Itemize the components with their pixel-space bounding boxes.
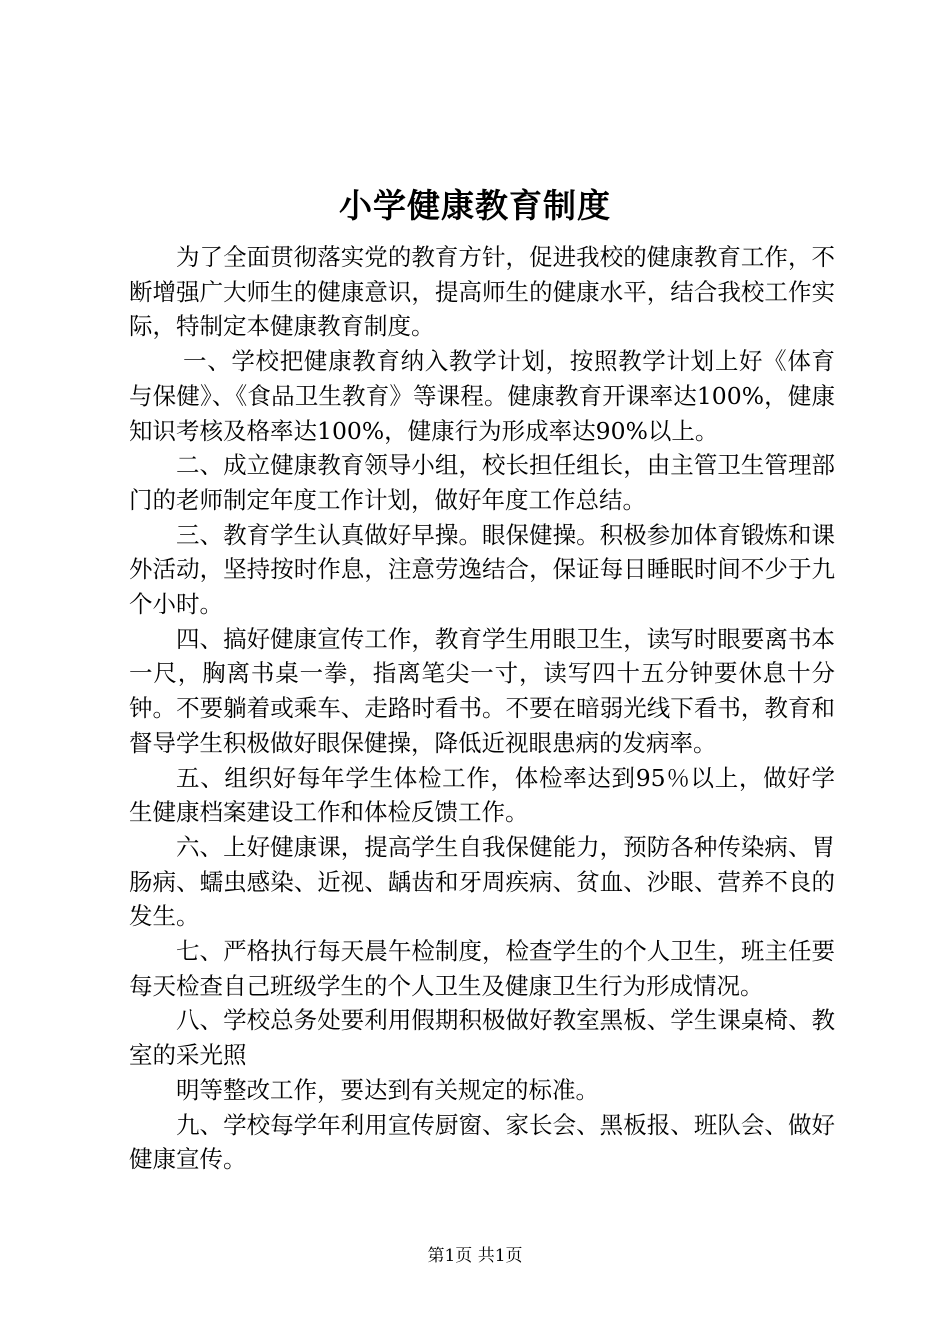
document-title: 小学健康教育制度 [339, 186, 611, 225]
paragraph-intro: 为了全面贯彻落实党的教育方针，促进我校的健康教育工作，不断增强广大师生的健康意识，提高师生的健康水平，结合我校工作实际，特制定本健康教育制度。 [129, 243, 835, 341]
paragraph-item-8-continued: 明等整改工作，要达到有关规定的标准。 [176, 1075, 599, 1104]
paragraph-item-3: 三、教育学生认真做好早操。眼保健操。积极参加体育锻炼和课外活动，坚持按时作息，注意劳逸结合，保证每日睡眠时间不少于九个小时。 [129, 520, 835, 619]
page-footer: 第1页 共1页 [427, 1246, 523, 1266]
paragraph-item-7: 七、严格执行每天晨午检制度，检查学生的个人卫生，班主任要每天检查自己班级学生的个人卫生及健康卫生行为形成情况。 [129, 937, 835, 1000]
paragraph-item-5: 五、组织好每年学生体检工作，体检率达到95％以上，做好学生健康档案建设工作和体检反馈工作。 [129, 763, 835, 827]
paragraph-item-2: 二、成立健康教育领导小组，校长担任组长，由主管卫生管理部门的老师制定年度工作计划，做好年度工作总结。 [129, 451, 835, 514]
paragraph-item-9: 九、学校每学年利用宣传厨窗、家长会、黑板报、班队会、做好健康宣传。 [129, 1110, 835, 1174]
document-body [129, 240, 835, 1177]
paragraph-item-6: 六、上好健康课，提高学生自我保健能力，预防各种传染病、胃肠病、蠕虫感染、近视、龋齿和牙周疾病、贫血、沙眼、营养不良的发生。 [129, 832, 835, 931]
paragraph-item-8: 八、学校总务处要利用假期积极做好教室黑板、学生课桌椅、教室的采光照 [129, 1006, 835, 1070]
paragraph-item-1: 一、学校把健康教育纳入教学计划，按照教学计划上好《体育与保健》、《食品卫生教育》等课程。健康教育开课率达100%，健康知识考核及格率达100%，健康行为形成率达90%以上。 [129, 347, 835, 445]
paragraph-item-4: 四、搞好健康宣传工作，教育学生用眼卫生，读写时眼要离书本一尺，胸离书桌一拳，指离笔尖一寸，读写四十五分钟要休息十分钟。不要躺着或乘车、走路时看书。不要在暗弱光线下看书，教育和督导学生积极做好眼保健操，降低近视眼患病的发病率。 [129, 624, 835, 757]
